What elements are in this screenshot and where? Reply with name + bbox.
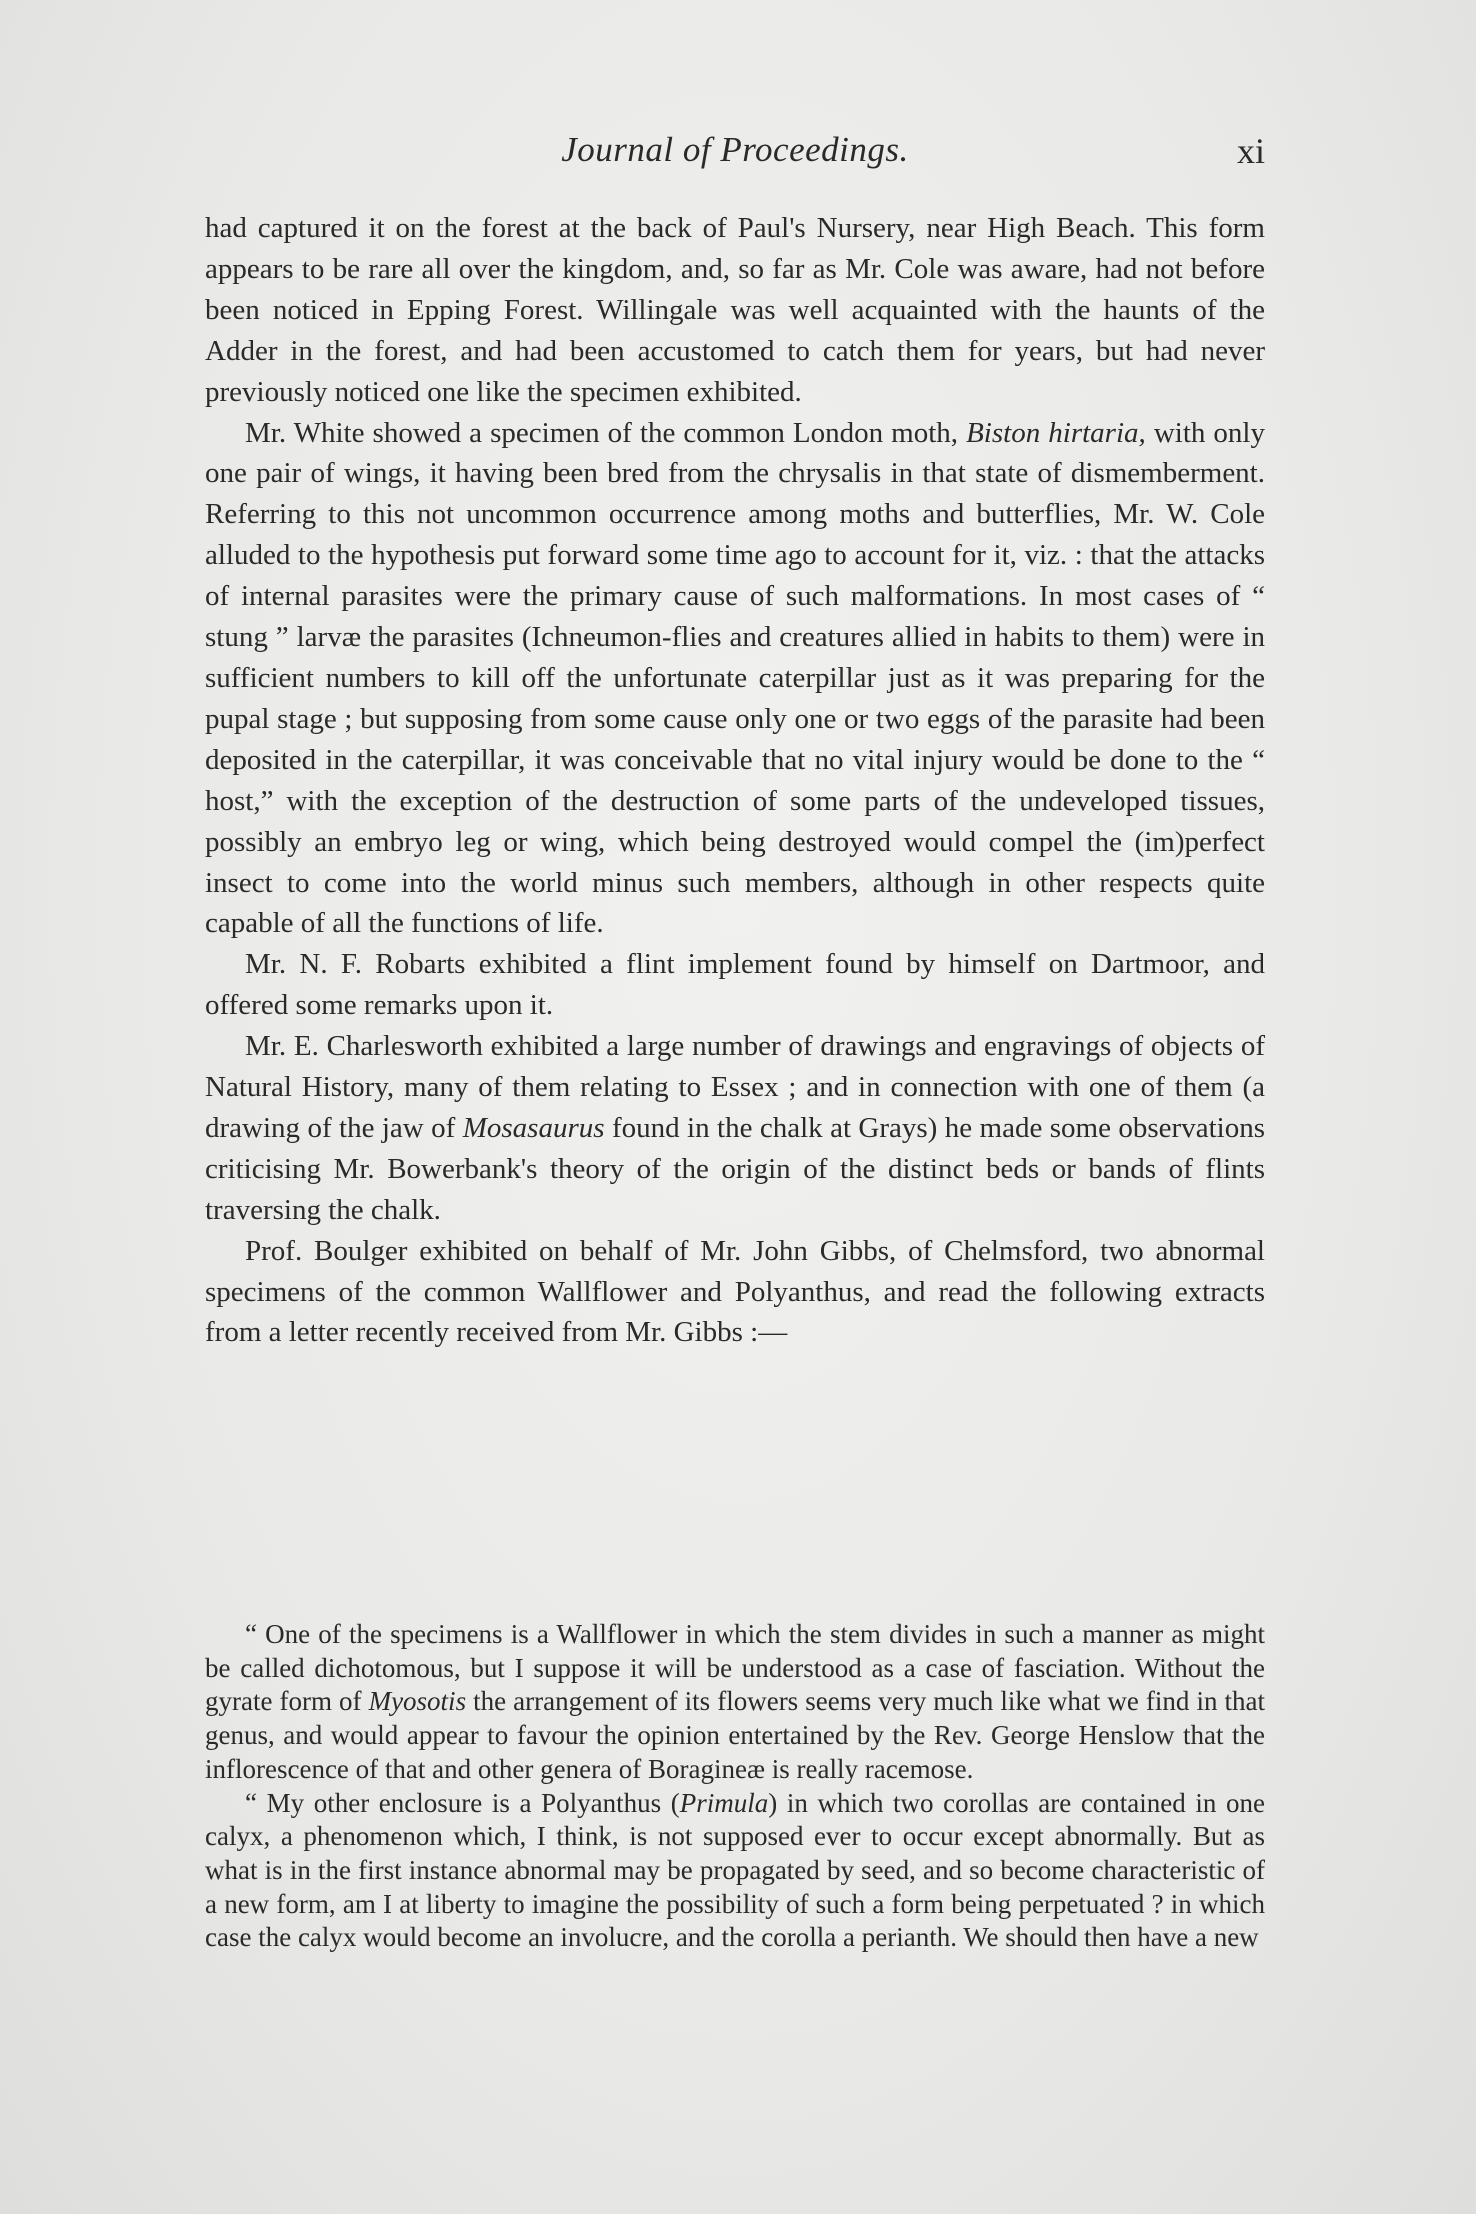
paragraph-text: Mr. E. Charlesworth exhibited a large number of drawings and engravings of objects of Natural History, many of them relating to Essex ; and in connection with one of them (a drawing of the jaw of	[205, 1030, 1265, 1144]
quote-text: the arrangement of its flowers seems very much like what we find in that genus, and would appear to favour the opinion entertained by the Rev. George Henslow that the inflorescence of that and other genera of Boragineæ is really racemose.	[205, 1686, 1265, 1784]
paragraph-robarts-flint	[205, 944, 1265, 1026]
species-name: Biston hirtaria,	[966, 416, 1146, 449]
genus-name: Myosotis	[368, 1686, 467, 1717]
paragraph-white-moth	[205, 413, 1265, 945]
paragraph-text: Mr. N. F. Robarts exhibited a flint implement found by himself on Dartmoor, and offered some remarks upon it.	[205, 948, 1265, 1022]
paragraph-text: with only one pair of wings, it having been bred from the chrysalis in that state of dismemberment. Referring to this not uncommon occurrence among moths and butterflies, Mr. W. Cole alluded to the hypothesis put forward some time ago to account for it, viz. : that the attacks of internal parasites were the primary cause of such malformations. In most cases of “ stung ” larvæ the parasites (Ichneumon-flies and creatures allied in habits to them) were in sufficient numbers to kill off the unfortunate caterpillar just as it was preparing for the pupal stage ; but supposing from some cause only one or two eggs of the parasite had been deposited in the caterpillar, it was conceivable that no vital injury would be done to the “ host,” with the exception of the destruction of some parts of the undeveloped tissues, possibly an embryo leg or wing, which being destroyed would compel the (im)perfect insect to come into the world minus such members, although in other respects quite capable of all the functions of life.	[205, 416, 1265, 940]
quote-text: “ My other enclosure is a Polyanthus (	[245, 1787, 680, 1818]
page-number: xi	[1236, 131, 1265, 171]
quote-text: “ One of the specimens is a Wallflower in which the stem divides in such a manner as might be called dichotomous, but I suppose it will be understood as a case of fasciation. Without the gyrate form of	[205, 1619, 1265, 1717]
body-text	[205, 208, 1265, 1353]
paragraph-charlesworth-drawings	[205, 1026, 1265, 1231]
letter-extract	[205, 1618, 1265, 1955]
running-head: Journal of Proceedings.	[561, 130, 909, 169]
page-header	[205, 130, 1265, 190]
paragraph-text: Mr. White showed a specimen of the common London moth,	[245, 416, 967, 449]
quote-paragraph-polyanthus	[205, 1787, 1265, 1956]
paragraph-text: found in the chalk at Grays) he made some observations criticising Mr. Bowerbank's theory of the origin of the distinct beds or bands of flints traversing the chalk.	[205, 1111, 1265, 1226]
quote-paragraph-wallflower	[205, 1618, 1265, 1787]
paragraph-continuation	[205, 208, 1265, 413]
paragraph-text: Prof. Boulger exhibited on behalf of Mr. John Gibbs, of Chelmsford, two abnormal specimens of the common Wallflower and Polyanthus, and read the following extracts from a letter recently received from Mr. Gibbs :—	[205, 1234, 1265, 1349]
paragraph-boulger-exhibit	[205, 1231, 1265, 1354]
genus-name: Primula	[679, 1787, 769, 1818]
paragraph-text: had captured it on the forest at the back of Paul's Nursery, near High Beach. This form appears to be rare all over the kingdom, and, so far as Mr. Cole was aware, had not before been noticed in Epping Forest. Willingale was well acquainted with the haunts of the Adder in the forest, and had been accustomed to catch them for years, but had never previously noticed one like the specimen exhibited.	[205, 212, 1265, 408]
quote-text: ) in which two corollas are contained in one calyx, a phenomenon which, I think, is not supposed ever to occur except abnormally. But as what is in the first instance abnormal may be propagated by seed, and so become characteristic of a new form, am I at liberty to imagine the possibility of such a form being perpetuated ? in which case the calyx would become an involucre, and the corolla a perianth. We should then have a new	[205, 1787, 1265, 1953]
genus-name: Mosasaurus	[462, 1111, 605, 1144]
